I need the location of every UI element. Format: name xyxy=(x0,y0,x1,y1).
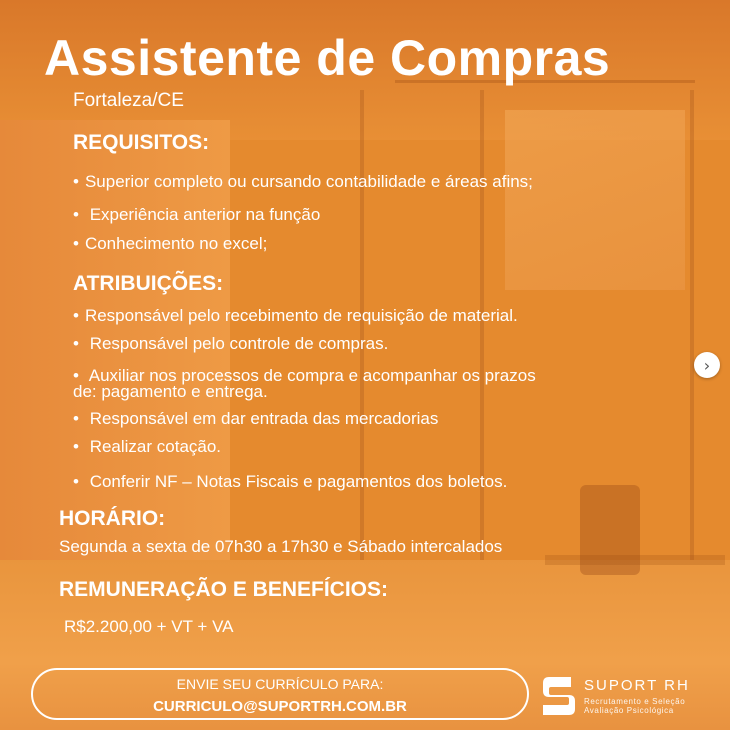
bullet: • xyxy=(73,234,79,253)
background-window xyxy=(505,110,685,290)
bullet: • xyxy=(73,205,79,224)
bullet: • xyxy=(73,366,79,385)
horario-heading: HORÁRIO: xyxy=(59,507,166,530)
background-glass-divider xyxy=(480,90,484,610)
bullet: • xyxy=(73,472,79,491)
bullet: • xyxy=(73,437,79,456)
atribuicoes-heading: ATRIBUIÇÕES: xyxy=(73,272,224,295)
atribuicao-item: • Auxiliar nos processos de compra e acompanhar os prazos xyxy=(73,366,536,385)
remuneracao-text: R$2.200,00 + VT + VA xyxy=(64,617,234,636)
remuneracao-heading: REMUNERAÇÃO E BENEFÍCIOS: xyxy=(59,578,389,601)
requisito-item: • Superior completo ou cursando contabilidade e áreas afins; xyxy=(73,172,533,191)
background-glass-divider xyxy=(690,90,694,610)
atribuicao-item: • Responsável em dar entrada das mercadorias xyxy=(73,409,439,428)
bullet: • xyxy=(73,409,79,428)
atribuicao-item: • Realizar cotação. xyxy=(73,437,222,456)
requisito-item: • Conhecimento no excel; xyxy=(73,234,268,253)
bullet: • xyxy=(73,306,79,325)
send-resume-label: ENVIE SEU CURRÍCULO PARA: xyxy=(176,676,384,692)
brand-tagline: Recrutamento e Seleção Avaliação Psicológica xyxy=(584,697,686,715)
atribuicao-item: • Responsável pelo controle de compras. xyxy=(73,334,389,353)
atribuicao-item: • Responsável pelo recebimento de requisição de material. xyxy=(73,306,518,325)
next-slide-button[interactable] xyxy=(694,352,720,378)
bullet: • xyxy=(73,172,79,191)
send-resume-box xyxy=(31,668,529,720)
suport-rh-logo-icon xyxy=(541,675,577,717)
atribuicao-item: • Conferir NF – Notas Fiscais e pagamentos dos boletos. xyxy=(73,472,508,491)
horario-text: Segunda a sexta de 07h30 a 17h30 e Sábado intercalados xyxy=(59,537,503,556)
job-location: Fortaleza/CE xyxy=(73,90,184,111)
atribuicao-item-continuation: de: pagamento e entrega. xyxy=(73,382,268,401)
brand-name: SUPORT RH xyxy=(584,677,690,694)
bullet: • xyxy=(73,334,79,353)
resume-email[interactable]: CURRICULO@SUPORTRH.COM.BR xyxy=(153,698,407,715)
requisito-item: • Experiência anterior na função xyxy=(73,205,321,224)
chevron-right-icon: › xyxy=(703,355,711,375)
job-title: Assistente de Compras xyxy=(44,30,611,86)
requisitos-heading: REQUISITOS: xyxy=(73,131,210,154)
background-chair xyxy=(580,485,640,575)
